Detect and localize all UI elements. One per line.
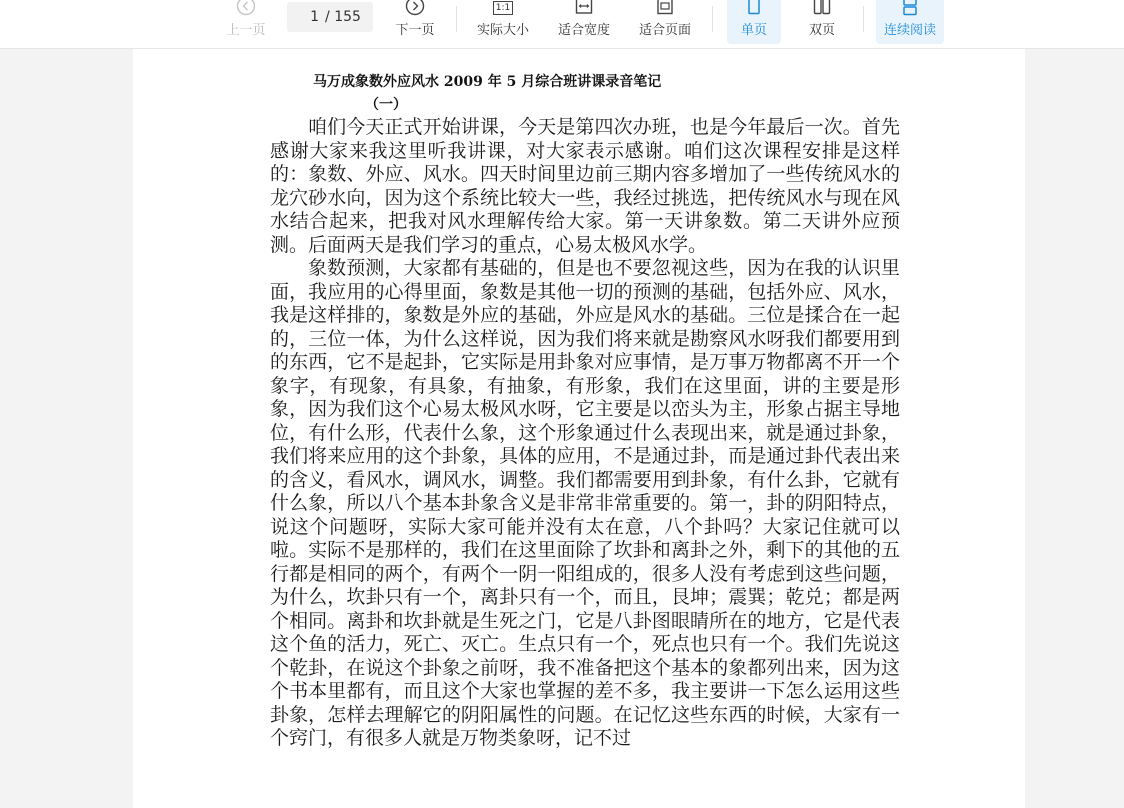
continuous-reading-icon [899, 0, 921, 16]
chevron-right-circle-icon [404, 0, 426, 16]
document-title: 马万成象数外应风水 2009 年 5 月综合班讲课录音笔记 [313, 74, 662, 90]
document-body [270, 116, 900, 751]
next-page-button[interactable] [388, 0, 442, 44]
double-page-button[interactable] [795, 0, 849, 44]
document-subtitle: （一） [365, 97, 407, 113]
fit-width-label: 适合宽度 [557, 23, 610, 38]
document-page [133, 49, 1025, 808]
page-number-input[interactable] [299, 9, 319, 25]
continuous-reading-label: 连续阅读 [883, 23, 936, 38]
page-number-box [287, 2, 373, 32]
double-page-icon [811, 0, 833, 16]
actual-size-label: 实际大小 [476, 23, 529, 38]
actual-size-icon-text: 1:1 [493, 1, 513, 15]
toolbar-divider [863, 6, 864, 32]
paragraph: 咱们今天正式开始讲课，今天是第四次办班，也是今年最后一次。首先感谢大家来我这里听我讲课，对大家表示感谢。咱们这次课程安排是这样的：象数、外应、风水。四天时间里边前三期内容多增加了一些传统风水的龙穴砂水向，因为这个系统比较大一些，我经过挑选，把传统风水与现在风水结合起来，把我对风水理解传给大家。第一天讲象数。第二天讲外应预测。后面两天是我们学习的重点，心易太极风水学。 [270, 116, 900, 256]
continuous-reading-button[interactable] [876, 0, 944, 44]
fit-width-button[interactable] [553, 0, 615, 44]
viewer-toolbar [0, 0, 1124, 49]
single-page-button[interactable] [727, 0, 781, 44]
actual-size-icon [492, 0, 514, 16]
fit-width-icon [573, 0, 595, 16]
paragraph: 象数预测，大家都有基础的，但是也不要忽视这些，因为在我的认识里面，我应用的心得里面，象数是其他一切的预测的基础，包括外应、风水，我是这样排的，象数是外应的基础，外应是风水的基础。三位是揉合在一起的，三位一体，为什么这样说，因为我们将来就是勘察风水呀我们都要用到的东西，它不是起卦，它实际是用卦象对应事情，是万事万物都离不开一个象字，有现象，有具象，有抽象，有形象，我们在这里面，讲的主要是形象，因为我们这个心易太极风水呀，它主要是以峦头为主，形象占据主导地位，有什么形，代表什么象，这个形象通过什么表现出来，就是通过卦象，我们将来应用的这个卦象，具体的应用，不是通过卦，而是通过卦代表出来的含义，看风水，调风水，调整。我们都需要用到卦象，有什么卦，它就有什么象，所以八个基本卦象含义是非常非常重要的。第一，卦的阴阳特点，说这个问题呀，实际大家可能并没有太在意，八个卦吗？大家记住就可以啦。实际不是那样的，我们在这里面除了坎卦和离卦之外，剩下的其他的五行都是相同的两个，有两个一阴一阳组成的，很多人没有考虑到这些问题，为什么，坎卦只有一个，离卦只有一个，而且，艮坤；震巽；乾兑；都是两个相同。离卦和坎卦就是生死之门，它是八卦图眼睛所在的地方，它是代表这个鱼的活力，死亡、灭亡。生点只有一个，死点也只有一个。我们先说这个乾卦，在说这个卦象之前呀，我不准备把这个基本的象都列出来，因为这个书本里都有，而且这个大家也掌握的差不多，我主要讲一下怎么运用这些卦象，怎样去理解它的阴阳属性的问题。在记忆这些东西的时候，大家有一个窍门，有很多人就是万物类象呀，记不过 [270, 257, 900, 749]
toolbar-divider [712, 6, 713, 32]
toolbar-divider [456, 6, 457, 32]
page-total: / 155 [325, 9, 361, 25]
fit-page-label: 适合页面 [638, 23, 691, 38]
next-page-label: 下一页 [395, 23, 435, 38]
single-page-icon [743, 0, 765, 16]
document-viewer[interactable] [0, 49, 1124, 808]
fit-page-icon [654, 0, 676, 16]
prev-page-label: 上一页 [226, 23, 266, 38]
fit-page-button[interactable] [634, 0, 696, 44]
actual-size-button[interactable] [472, 0, 534, 44]
prev-page-button[interactable] [219, 0, 273, 44]
chevron-left-circle-icon [235, 0, 257, 16]
single-page-label: 单页 [740, 23, 767, 38]
double-page-label: 双页 [808, 23, 835, 38]
